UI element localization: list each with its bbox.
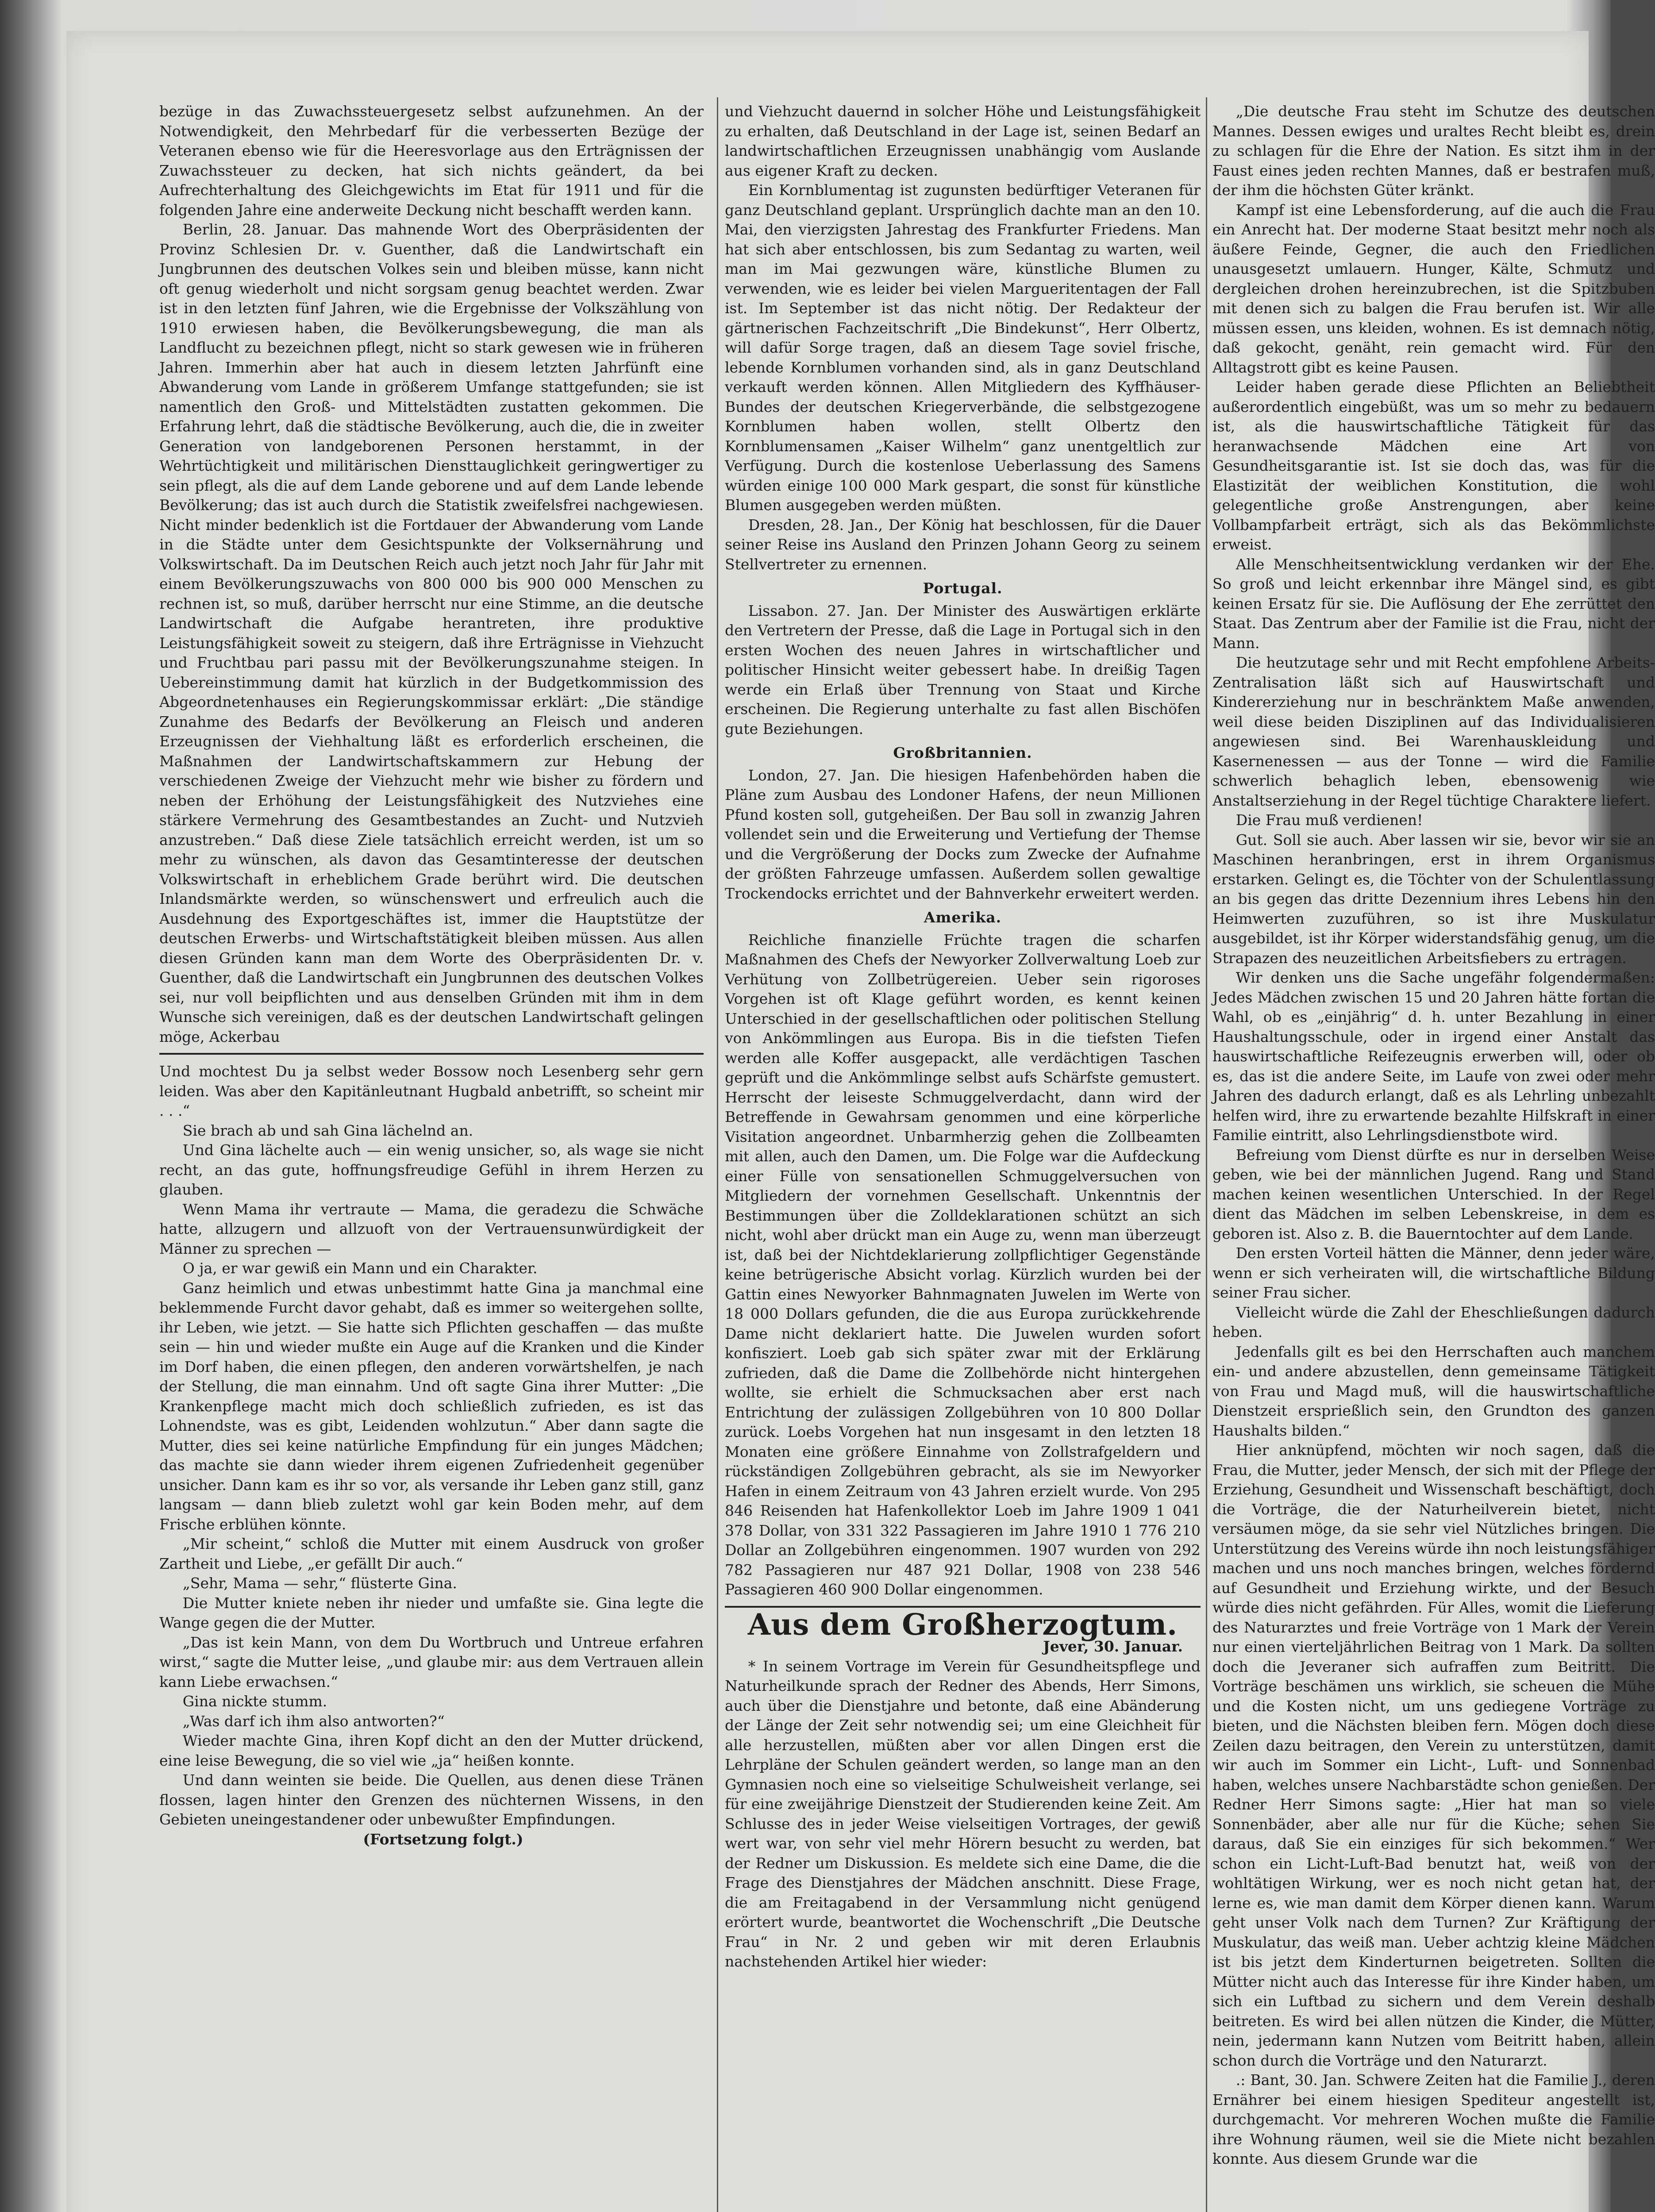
article-paragraph: bezüge in das Zuwachssteuergesetz selbst aufzunehmen. An der Notwendigkeit, den Mehrbedarf für die verbesserten Bezüge der Veteranen ebenso wie für die Heeresvorlage aus den Erträgnissen der Zuwachssteuer zu decken, hat sich nichts geändert, da bei Aufrechterhaltung des Gleichgewichts im Etat für 1911 und für die folgenden Jahre eine anderweite Deckung nicht beschafft werden kann. xyxy=(159,103,704,219)
serial-paragraph: Und dann weinten sie beide. Die Quellen, aus denen diese Tränen flossen, lagen hinter den Grenzen des nüchternen Wissens, in den Gebieten uneingestandener oder unbewußter Empfindungen. xyxy=(159,1771,704,1828)
serial-paragraph: Und mochtest Du ja selbst weder Bossow noch Lesenberg sehr gern leiden. Was aber den Kapitänleutnant Hugbald anbetrifft, so scheint mir . . .“ xyxy=(159,1063,704,1119)
article-paragraph: Die heutzutage sehr und mit Recht empfohlene Arbeits-Zentralisation läßt sich auf Hauswirtschaft und Kindererziehung nur in beschränktem Maße anwenden, weil diese beiden Disziplinen auf das Individualisieren angewiesen sind. Bei Warenhauskleidung und Kasernenessen — aus der Tonne — wird die Familie schwerlich behaglich leben, ebensowenig wie Anstaltserziehung in der Regel tüchtige Charaktere liefert. xyxy=(1212,654,1655,809)
article-paragraph: Den ersten Vorteil hätten die Männer, denn jeder wäre, wenn er sich verheiraten will, die wirtschaftliche Bildung seiner Frau sicher. xyxy=(1212,1244,1655,1301)
serial-paragraph: O ja, er war gewiß ein Mann und ein Charakter. xyxy=(182,1260,538,1277)
serial-paragraph: Die Mutter kniete neben ihr nieder und umfaßte sie. Gina legte die Wange gegen die der Mutter. xyxy=(159,1594,704,1631)
article-paragraph: Vielleicht würde die Zahl der Eheschließungen dadurch heben. xyxy=(1212,1303,1655,1340)
article-paragraph: Ein Kornblumentag ist zugunsten bedürftiger Veteranen für ganz Deutschland geplant. Ursprünglich dachte man an den 10. Mai, den vierzigsten Jahrestag des Frankfurter Friedens. Man hat sich aber entschlossen, bis zum Sedantag zu warten, weil man im Mai gezwungen wäre, künstliche Blumen zu verwenden, wie es leider bei vielen Margueritentagen der Fall ist. Im September ist das nicht nötig. Der Redakteur der gärtnerischen Fachzeitschrift „Die Bindekunst“, Herr Olbertz, will dafür Sorge tragen, daß an diesem Tage soviel frische, lebende Kornblumen vorhanden sind, als in ganz Deutschland verkauft werden können. Allen Mitgliedern des Kyffhäuser-Bundes der deutschen Kriegerverbände, die selbstgezogene Kornblumen haben wollen, stellt Olbertz den Kornblumensamen „Kaiser Wilhelm“ ganz unentgeltlich zur Verfügung. Durch die kostenlose Ueberlassung des Samens würden einige 100 000 Mark gespart, die sonst für künstliche Blumen ausgegeben werden müßten. xyxy=(725,181,1201,514)
serial-paragraph: „Mir scheint,“ schloß die Mutter mit einem Ausdruck von großer Zartheit und Liebe, „er gefällt Dir auch.“ xyxy=(159,1535,704,1572)
article-paragraph: Hier anknüpfend, möchten wir noch sagen, daß die Frau, die Mutter, jeder Mensch, der sich mit der Pflege der Erziehung, Gesundheit und Wissenschaft beschäftigt, doch die Vorträge, die der Naturheilverein bietet, nicht versäumen möge, da sie sehr viel Nützliches bringen. Die Unterstützung des Vereins würde ihn noch leistungsfähiger machen und uns noch manches bringen, welches fördernd auf Gesundheit und Erziehung wirkte, und der Besuch würde dies nicht gefährden. Für Alles, womit die Lieferung des Naturarztes und freie Vorträge von 1 Mark der Verein nur einen vierteljährlichen Beitrag von 1 Mark. Da sollten doch die Jeveraner sich aufraffen zum Beitritt. Die Vorträge beschämen uns wirklich, sie scheuen die Mühe und die Kosten nicht, um uns gediegene Vorträge zu bieten, und die Nächsten bleiben fern. Mögen doch diese Zeilen dazu beitragen, den Verein zu unterstützen, damit wir auch im Sommer ein Licht-, Luft- und Sonnenbad haben, welches unsere Nachbarstädte schon genießen. Der Redner Herr Simons sagte: „Hier hat man so viele Sonnenbäder, aber alle nur für die Küche; sehen Sie daraus, daß Sie ein einziges für sich bekommen.“ Wer schon ein Licht-Luft-Bad benutzt hat, weiß von der wohltätigen Wirkung, wer es noch nicht getan hat, der lerne es, wie man damit dem Körper dienen kann. Warum geht unser Volk nach dem Turnen? Zur Kräftigung der Muskulatur, das weiß man. Ueber achtzig kleine Mädchen ist bis jetzt dem Kinderturnen beigetreten. Sollten die Mütter nicht auch das Interesse für ihre Kinder haben, um sich ein Luftbad zu sichern und dem Verein deshalb beitreten. Es wird bei allen nützen die Kinder, die Mütter, nein, jedermann kann Nutzen vom Beitritt haben, allein schon durch die Vorträge und den Naturarzt. xyxy=(1212,1441,1655,2069)
serial-paragraph: Sie brach ab und sah Gina lächelnd an. xyxy=(182,1121,473,1139)
serial-paragraph: „Was darf ich ihm also antworten?“ xyxy=(182,1712,445,1730)
article-paragraph: Kampf ist eine Lebensforderung, auf die auch die Frau ein Anrecht hat. Der moderne Staat besitzt mehr noch als äußere Feinde, Gegner, die auch den Friedlichen unausgesetzt umlauern. Hunger, Kälte, Schmutz und dergleichen drohen hereinzubrechen, ist die Spitzbuben mit denen sich zu balgen die Frau berufen ist. Wir alle müssen essen, uns kleiden, wohnen. Es ist demnach nötig, daß gekocht, genäht, rein gemacht wird. Für den Alltagstrott gibt es keine Pausen. xyxy=(1212,201,1655,376)
article-paragraph: London, 27. Jan. Die hiesigen Hafenbehörden haben die Pläne zum Ausbau des Londoner Hafens, der neun Millionen Pfund kosten soll, gutgeheißen. Der Bau soll in zwanzig Jahren vollendet sein und die Erweiterung und Vertiefung der Themse und die Vergrößerung der Docks zum Zwecke der Aufnahme der größten Fahrzeuge umfassen. Außerdem sollen gewaltige Trockendocks errichtet und der Bahnverkehr erweitert werden. xyxy=(725,766,1201,902)
column-rule-right xyxy=(1206,97,1207,2212)
section-heading-great-britain: Großbritannien. xyxy=(893,744,1032,761)
section-heading-america: Amerika. xyxy=(924,909,1002,926)
article-paragraph: Alle Menschheitsentwicklung verdanken wir der Ehe. So groß und leicht erkennbar ihre Mängel sind, es gibt keinen Ersatz für sie. Die Auflösung der Ehe zerrüttet den Staat. Das Zentrum aber der Familie ist die Frau, nicht der Mann. xyxy=(1212,555,1655,652)
column-1 xyxy=(159,102,704,1849)
article-paragraph: „Die deutsche Frau steht im Schutze des deutschen Mannes. Dessen ewiges und uraltes Recht bleibt es, drein zu schlagen für die Ehre der Nation. Es sitzt ihm in der Faust eines jeden rechten Mannes, daß er bestrafen muß, der ihm die höchsten Güter kränkt. xyxy=(1212,103,1655,199)
article-paragraph: Wir denken uns die Sache ungefähr folgendermaßen: Jedes Mädchen zwischen 15 und 20 Jahren hätte fortan die Wahl, ob es „einjährig“ d. h. unter Bezahlung in einer Haushaltungsschule, oder in irgend einer Anstalt das hauswirtschaftliche Reifezeugnis erwerben will, oder ob es, das ist die andere Seite, im Laufe von zwei oder mehr Jahren des dadurch erlangt, daß es als Lehrling unbezahlt helfen wird, ihre zu erwartende bezahlte Hilfskraft in einer Familie eintritt, also Lehrlingsdienstbote wird. xyxy=(1212,969,1655,1144)
article-paragraph: Leider haben gerade diese Pflichten an Beliebtheit außerordentlich eingebüßt, was um so mehr zu bedauern ist, als die hauswirtschaftliche Tätigkeit für das heranwachsende Mädchen eine Art von Gesundheitsgarantie ist. Ist sie doch das, was für die Elastizität der weiblichen Konstitution, die wohl gelegentliche große Anstrengungen, aber keine Vollbampfarbeit erträgt, sich als das Bekömmlichste erweist. xyxy=(1212,378,1655,553)
serial-paragraph: „Das ist kein Mann, von dem Du Wortbruch und Untreue erfahren wirst,“ sagte die Mutter leise, „und glaube mir: aus dem Vertrauen allein kann Liebe erwachsen.“ xyxy=(159,1633,704,1690)
serial-paragraph: Wenn Mama ihr vertraute — Mama, die geradezu die Schwäche hatte, allzugern und allzuoft von der Vertrauensunwürdigkeit der Männer zu sprechen — xyxy=(159,1200,704,1257)
article-paragraph: * In seinem Vortrage im Verein für Gesundheitspflege und Naturheilkunde sprach der Redner des Abends, Herr Simons, auch über die Dienstjahre und betonte, daß eine Abänderung der Länge der Zeit sehr notwendig sei; um eine Gleichheit für alle herzustellen, müßten aber vor allen Dingen erst die Lehrpläne der Schulen geändert werden, so lange man an den Gymnasien noch eine so vielseitige Schulweisheit verlange, sei für eine zweijährige Dienstzeit der Studierenden keine Zeit. Am Schlusse des in jeder Weise vielseitigen Vortrages, der gewiß wert war, von sehr viel mehr Hörern besucht zu werden, bat der Redner um Diskussion. Es meldete sich eine Dame, die die Frage des Dienstjahres der Mädchen anschnitt. Diese Frage, die am Freitagabend in der Versammlung nicht genügend erörtert wurde, beantwortet die Wochenschrift „Die Deutsche Frau“ in Nr. 2 und geben wir mit deren Erlaubnis nachstehenden Artikel hier wieder: xyxy=(725,1657,1201,1970)
dateline: Jever, 30. Januar. xyxy=(1043,1638,1183,1655)
feuilleton-divider xyxy=(159,1053,704,1055)
newspaper-page xyxy=(66,31,1655,2212)
section-heading-portugal: Portugal. xyxy=(923,580,1003,597)
article-paragraph: Die Frau muß verdienen! xyxy=(1235,811,1423,829)
article-paragraph: Gut. Soll sie auch. Aber lassen wir sie, bevor wir sie an Maschinen heranbringen, erst in ihrem Organismus erstarken. Gelingt es, die Töchter von der Schulentlassung an bis gegen das dritte Dezennium ihres Lebens hin den Heimwerten zuzuführen, so ist ihre Muskulatur ausgebildet, ist ihr Körper widerstandsfähig genug, um die Strapazen des neuzeitlichen Arbeitsfiebers zu ertragen. xyxy=(1212,831,1655,967)
article-paragraph: Befreiung vom Dienst dürfte es nur in derselben Weise geben, wie bei der männlichen Jugend. Rang und Stand machen keinen wesentlichen Unterschied. In der Regel dient das Mädchen im selben Lebenskreise, in dem es geboren ist. Also z. B. die Bauerntochter auf dem Lande. xyxy=(1212,1146,1655,1242)
article-paragraph: .: Bant, 30. Jan. Schwere Zeiten hat die Familie J., deren Ernährer bei einem hiesigen Spediteur angestellt ist, durchgemacht. Vor mehreren Wochen mußte die Familie ihre Wohnung räumen, weil sie die Miete nicht bezahlen konnte. Aus diesem Grunde war die xyxy=(1212,2071,1655,2167)
article-paragraph: Reichliche finanzielle Früchte tragen die scharfen Maßnahmen des Chefs der Newyorker Zollverwaltung Loeb zur Verhütung von Zollbetrügereien. Ueber sein rigoroses Vorgehen ist oft Klage geführt worden, es kennt keinen Unterschied in der gesellschaftlichen oder politischen Stellung von Ankömmlingen aus Europa. Bis in die tiefsten Tiefen werden alle Koffer ausgepackt, alle verdächtigen Taschen geprüft und die Ankömmlinge selbst aufs Schärfste gemustert. Herrscht der leiseste Schmuggelverdacht, dann wird der Betreffende in Gewahrsam genommen und eine körperliche Visitation angeordnet. Unbarmherzig gehen die Zollbeamten mit allen, auch den Damen, um. Die Folge war die Aufdeckung einer Fülle von sensationellen Schmuggelversuchen von Mitgliedern der vornehmen Gesellschaft. Unkenntnis der Bestimmungen über die Zolldeklarationen schützt an sich nicht, wohl aber drückt man ein Auge zu, wenn man überzeugt ist, daß bei der Nichtdeklarierung zollpflichtiger Gegenstände keine betrügerische Absicht vorlag. Kürzlich wurden bei der Gattin eines Newyorker Bahnmagnaten Juwelen im Werte von 18 000 Dollars gefunden, die die aus Europa zurückkehrende Dame nicht deklariert hatte. Die Juwelen wurden sofort konfisziert. Loeb gab sich später zwar mit der Erklärung zufrieden, daß die Dame die Zollbehörde nicht hintergehen wollte, sie erhielt die Schmucksachen aber erst nach Entrichtung der zulässigen Zollgebühren von 10 800 Dollar zurück. Loebs Vorgehen hat nun insgesamt in den letzten 18 Monaten eine größere Einnahme von Zollstrafgeldern und rückständigen Zollgebühren gebracht, als sie im Newyorker Hafen in einem Zeitraum von 43 Jahren erzielt wurde. Von 295 846 Reisenden hat Hafenkollektor Loeb im Jahre 1909 1 041 378 Dollar, von 331 322 Passagieren im Jahre 1910 1 776 210 Dollar an Zollgebühren eingenommen. 1907 wurden von 292 782 Passagieren nur 487 921 Dollar, 1908 von 238 546 Passagieren 460 900 Dollar eingenommen. xyxy=(725,931,1201,1598)
serial-paragraph: Ganz heimlich und etwas unbestimmt hatte Gina ja manchmal eine beklemmende Furcht davor gehabt, daß es immer so weitergehen sollte, ihr Leben, wie jetzt. — Sie hatte sich Pflichten geschaffen — das mußte sein — hin und wieder mußte ein Auge auf die Kranken und die Kinder im Dorf haben, die einen pflegen, den anderen vorwärtshelfen, je nach der Stellung, die man einnahm. Und oft sagte Gina ihrer Mutter: „Die Krankenpflege macht mich doch schließlich zufrieden, es ist das Lohnendste, was es gibt, Leidenden wohlzutun.“ Aber dann sagte die Mutter, dies sei keine natürliche Empfindung für ein junges Mädchen; das machte sie dann wieder ihrem eigenen Zufriedenheit gegenüber unsicher. Dann kam es ihr so vor, als versande ihr Leben ganz still, ganz langsam — dann blieb zuletzt wohl gar kein Boden mehr, auf dem Frische erblühen könnte. xyxy=(159,1279,704,1533)
article-paragraph: und Viehzucht dauernd in solcher Höhe und Leistungsfähigkeit zu erhalten, daß Deutschland in der Lage ist, seinen Bedarf an landwirtschaftlichen Erzeugnissen unabhängig vom Auslande aus eigener Kraft zu decken. xyxy=(725,103,1201,179)
regional-section-heading: Aus dem Großherzogtum. xyxy=(747,1607,1178,1642)
article-paragraph: Dresden, 28. Jan., Der König hat beschlossen, für die Dauer seiner Reise ins Ausland den Prinzen Johann Georg zu seinem Stellvertreter zu ernennen. xyxy=(725,516,1201,573)
serial-paragraph: Und Gina lächelte auch — ein wenig unsicher, so, als wage sie nicht recht, an das gute, hoffnungsfreudige Gefühl in ihrem Herzen zu glauben. xyxy=(159,1141,704,1198)
article-paragraph: Lissabon. 27. Jan. Der Minister des Auswärtigen erklärte den Vertretern der Presse, daß die Lage in Portugal sich in den ersten Wochen des neuen Jahres in wirtschaftlicher und politischer Hinsicht weiter gebessert habe. In dreißig Tagen werde ein Erlaß über Trennung von Staat und Kirche erscheinen. Die Regierung unterhalte zu fast allen Bischöfen gute Beziehungen. xyxy=(725,602,1201,737)
article-paragraph: Jedenfalls gilt es bei den Herrschaften auch manchem ein- und andere abzustellen, denn gemeinsame Tätigkeit von Frau und Magd muß, will die hauswirtschaftliche Dienstzeit ersprießlich sein, den Grundton des ganzen Haushalts bilden.“ xyxy=(1212,1343,1655,1439)
serial-continuation-note: (Fortsetzung folgt.) xyxy=(363,1830,523,1848)
column-rule-left xyxy=(717,97,718,2212)
serial-story xyxy=(159,1062,704,1849)
serial-paragraph: Gina nickte stumm. xyxy=(182,1693,327,1710)
column-2 xyxy=(725,102,1201,1972)
serial-paragraph: „Sehr, Mama — sehr,“ flüsterte Gina. xyxy=(182,1575,457,1592)
serial-paragraph: Wieder machte Gina, ihren Kopf dicht an den der Mutter drückend, eine leise Bewegung, die so viel wie „ja“ heißen konnte. xyxy=(159,1732,704,1769)
article-paragraph: Berlin, 28. Januar. Das mahnende Wort des Oberpräsidenten der Provinz Schlesien Dr. v. Guenther, daß die Landwirtschaft ein Jungbrunnen des deutschen Volkes sein und bleiben müsse, kann nicht oft genug wiederholt und nicht sorgsam genug beachtet werden. Zwar ist in den letzten fünf Jahren, wie die Ergebnisse der Volkszählung von 1910 erwiesen haben, die Bevölkerungsbewegung, die man als Landflucht zu bezeichnen pflegt, nicht so stark gewesen wie in früheren Jahren. Immerhin aber hat auch in diesem letzten Jahrfünft eine Abwanderung vom Lande in größerem Umfange stattgefunden; sie ist namentlich den Groß- und Mittelstädten zustatten gekommen. Die Erfahrung lehrt, daß die städtische Bevölkerung, auch die, die in zweiter Generation von landgeborenen Personen herstammt, in der Wehrtüchtigkeit und militärischen Diensttauglichkeit geringwertiger zu sein pflegt, als die auf dem Lande geborene und auf dem Lande lebende Bevölkerung; das ist auch durch die Statistik zweifelsfrei nachgewiesen. Nicht minder bedenklich ist die Fortdauer der Abwanderung vom Lande in die Städte unter dem Gesichtspunkte der Volksernährung und Volkswirtschaft. Da im Deutschen Reich auch jetzt noch Jahr für Jahr mit einem Bevölkerungszuwachs von 800 000 bis 900 000 Menschen zu rechnen ist, so muß, darüber herrscht nur eine Stimme, an die deutsche Landwirtschaft die Aufgabe herantreten, ihre produktive Leistungsfähigkeit soweit zu steigern, daß ihre Erträgnisse in Viehzucht und Fruchtbau pari passu mit der Bevölkerungszunahme steigen. In Uebereinstimmung damit hat kürzlich in der Budgetkommission des Abgeordnetenhauses ein Regierungskommissar erklärt: „Die ständige Zunahme des Bedarfs der Bevölkerung an Fleisch und anderen Erzeugnissen der Viehhaltung läßt es erforderlich erscheinen, die Maßnahmen der Landwirtschaftskammern zur Hebung der verschiedenen Zweige der Viehzucht mehr wie bisher zu fördern und neben der Erhöhung der Leistungsfähigkeit des Nutzviehes eine stärkere Vermehrung des Gesamtbestandes an Zucht- und Nutzvieh anzustreben.“ Daß diese Ziele tatsächlich erreicht werden, ist um so mehr zu wünschen, als davon das Gesamtinteresse der deutschen Volkswirtschaft in erheblichem Grade berührt wird. Die deutschen Inlandsmärkte werden, so wünschenswert und erfreulich auch die Ausdehnung des Exportgeschäftes ist, immer die Hauptstütze der deutschen Erwerbs- und Wirtschaftstätigkeit bleiben müssen. Aus allen diesen Gründen kann man dem Worte des Oberpräsidenten Dr. v. Guenther, daß die Landwirtschaft ein Jungbrunnen des deutschen Volkes sei, nur voll beipflichten und aus denselben Gründen mit ihm in dem Wunsche sich vereinigen, daß es der deutschen Landwirtschaft gelingen möge, Ackerbau xyxy=(159,221,704,1045)
column-3 xyxy=(1212,102,1655,2212)
